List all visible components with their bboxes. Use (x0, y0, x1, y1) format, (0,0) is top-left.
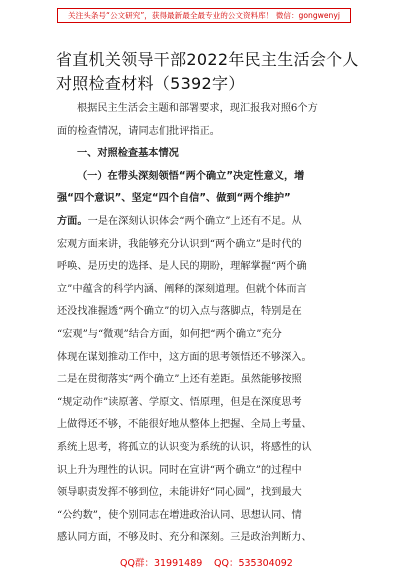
paragraph-line: 上做得还不够，不能很好地从整体上把握、全局上考量、 (57, 419, 312, 431)
document-title (56, 48, 366, 96)
paragraph-line: “规定动作”读原著、学原文、悟原理，但是在深度思考 (57, 396, 302, 408)
section-heading: 一、对照检查基本情况 (77, 148, 179, 160)
promo-banner: 关注头条号“公文研究”，获得最新最全最专业的公文资料库！ 微信：gongwenyj (57, 8, 351, 23)
paragraph-line-text: 一是在深刻认识体会“两个确立”上还有不足。从 (87, 215, 302, 227)
title-line-1: 省直机关领导干部2022年民主生活会个人 (56, 50, 359, 69)
paragraph-line: “公约数”，使个别同志在增进政治认同、思想认同、情 (57, 509, 302, 521)
paragraph-line: 根据民主生活会主题和部署要求，现汇报我对照6个方 (77, 103, 318, 114)
paragraph-line: 立”中蕴含的科学内涵、阐释的深刻道理。但就个体而言 (57, 283, 307, 295)
subsection-heading-end: 方面。 (57, 215, 88, 227)
paragraph-line: 二是在贯彻落实“两个确立”上还有差距。虽然能够按照 (57, 374, 302, 386)
paragraph-line: 系统上思考，将孤立的认识变为系统的认识，将感性的认 (57, 441, 312, 453)
paragraph-line: 还没找准握透“两个确立”的切入点与落脚点，特别是在 (57, 306, 302, 318)
paragraph-line: 呼唤、是历史的选择、是人民的期盼，理解掌握“两个确 (57, 261, 307, 273)
contact-footer (0, 557, 408, 571)
paragraph-line: 领导职责发挥不够到位，未能讲好“同心圆”，找到最大 (57, 487, 302, 499)
qq-number: QQ：535304092 (214, 558, 293, 569)
paragraph-line (57, 211, 353, 234)
paragraph-line: 面的检查情况，请同志们批评指正。 (57, 125, 220, 137)
document-body (57, 98, 353, 550)
qq-group-number: QQ群：31991489 (120, 558, 203, 569)
paragraph-line: 体现在谋划推动工作中，这方面的思考领悟还不够深入。 (57, 351, 312, 363)
title-line-2: 对照检查材料（5392字） (56, 74, 245, 93)
subsection-heading-line: （一）在带头深刻领悟“两个确立”决定性意义，增 (77, 170, 305, 182)
paragraph-line: 感认同方面，不够及时、充分和深刻。三是政治判断力、 (57, 532, 312, 544)
paragraph-line: 宏观方面来讲，我能够充分认识到“两个确立”是时代的 (57, 238, 302, 250)
subsection-heading-line: 强“四个意识”、坚定“四个自信”、做到“两个维护” (57, 193, 291, 205)
paragraph-line: 识上升为理性的认识。同时在宣讲“两个确立”的过程中 (57, 464, 302, 476)
paragraph-line: “宏观”与“微观”结合方面，如何把“两个确立”充分 (57, 328, 282, 340)
